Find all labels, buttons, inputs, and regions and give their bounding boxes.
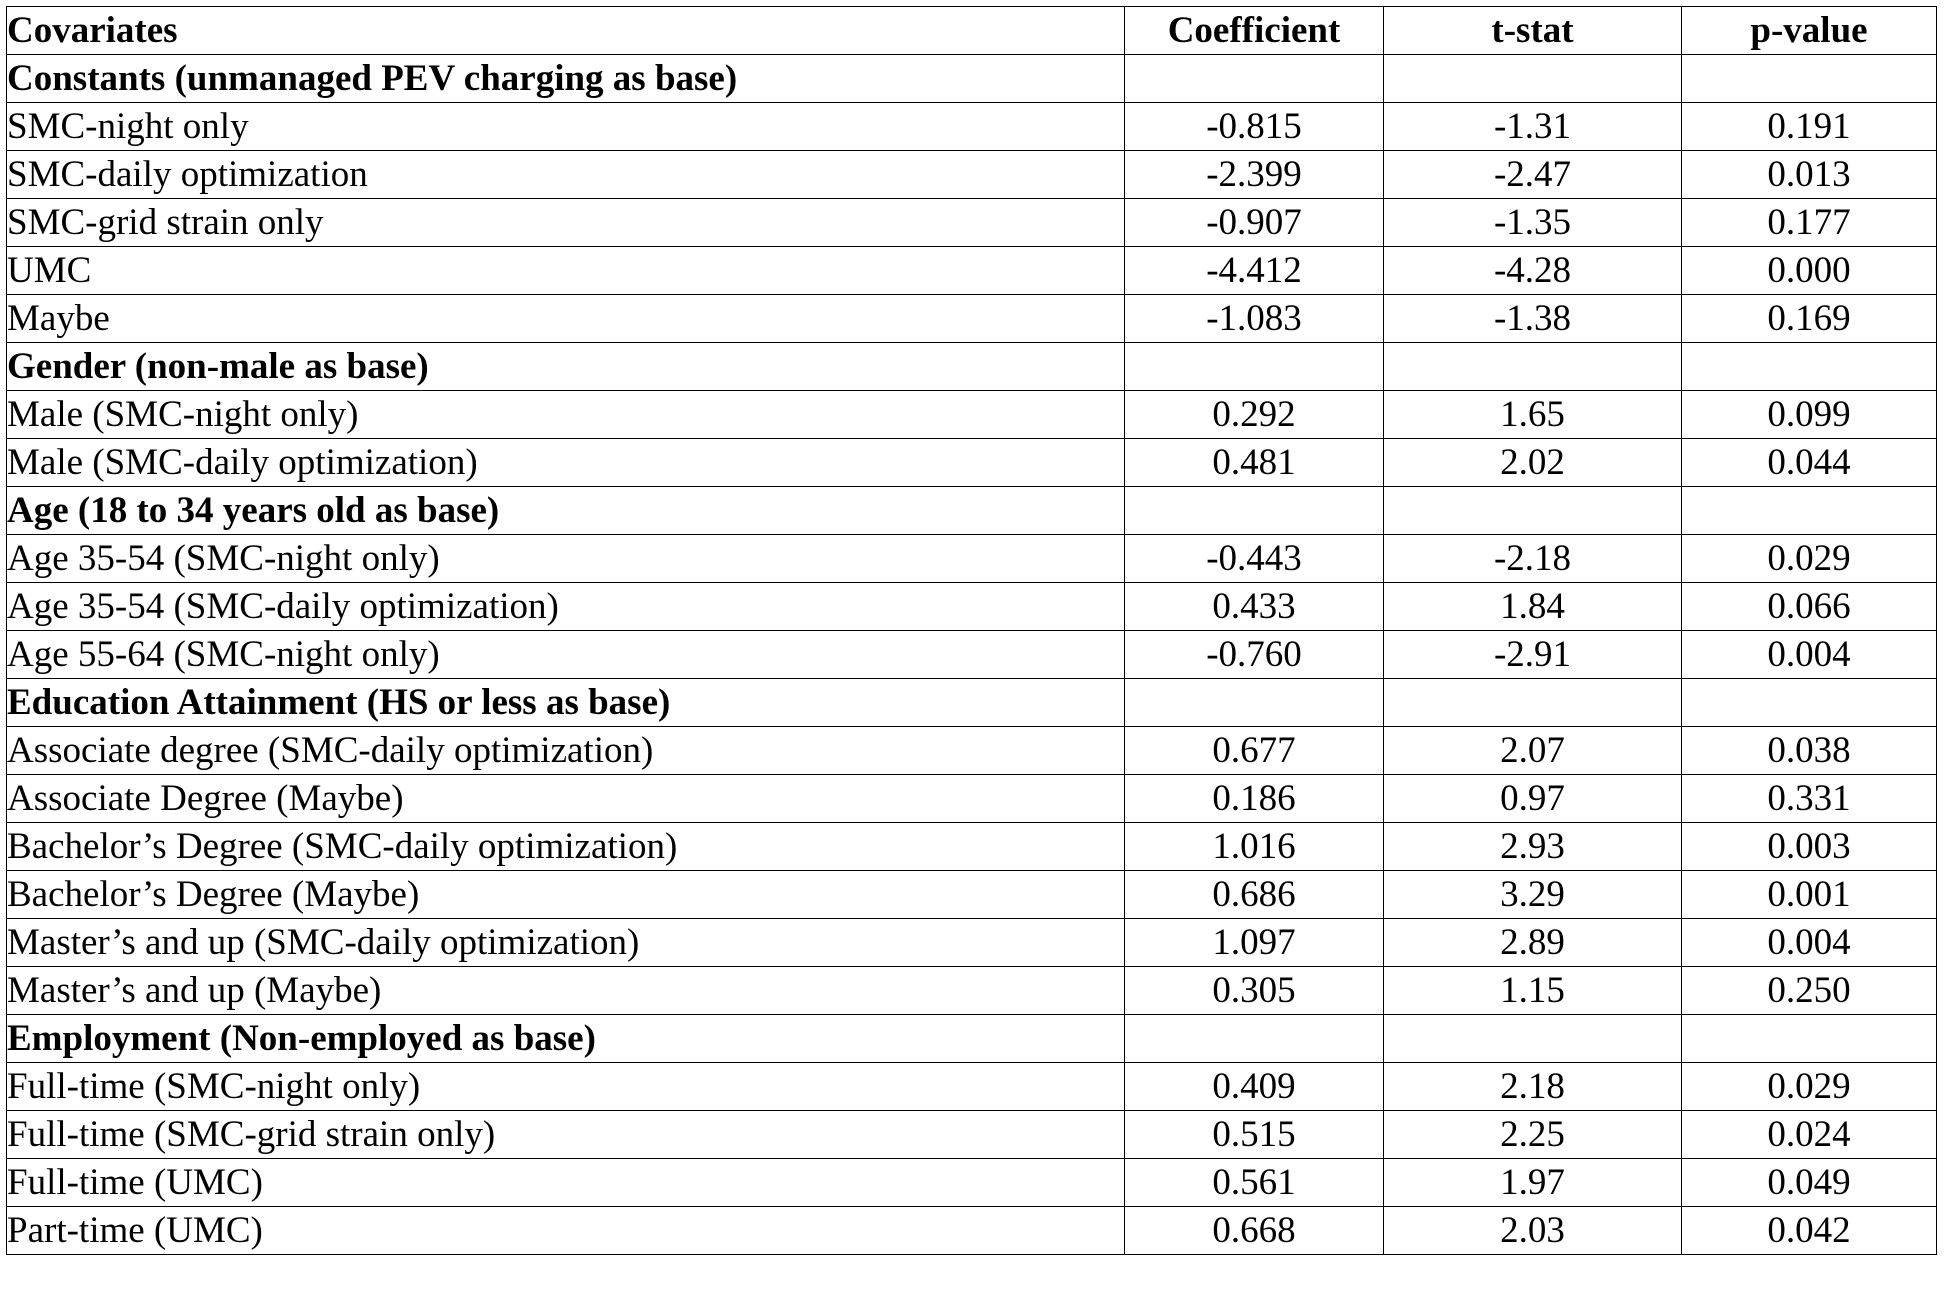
header-row xyxy=(7,7,1937,55)
empty-cell xyxy=(1682,1015,1937,1063)
pvalue-value: 0.029 xyxy=(1682,535,1937,583)
pvalue-value: 0.177 xyxy=(1682,199,1937,247)
covariate-label: Part-time (UMC) xyxy=(7,1207,1125,1255)
coefficient-value: 0.292 xyxy=(1125,391,1384,439)
coefficient-value: 0.668 xyxy=(1125,1207,1384,1255)
table-row xyxy=(7,919,1937,967)
coefficient-value: 0.305 xyxy=(1125,967,1384,1015)
pvalue-value: 0.013 xyxy=(1682,151,1937,199)
covariate-label: Male (SMC-night only) xyxy=(7,391,1125,439)
tstat-value: -2.18 xyxy=(1384,535,1682,583)
pvalue-value: 0.004 xyxy=(1682,631,1937,679)
pvalue-value: 0.169 xyxy=(1682,295,1937,343)
tstat-value: 1.15 xyxy=(1384,967,1682,1015)
coefficient-value: -1.083 xyxy=(1125,295,1384,343)
tstat-value: 1.97 xyxy=(1384,1159,1682,1207)
coefficient-value: 0.409 xyxy=(1125,1063,1384,1111)
tstat-value: 1.65 xyxy=(1384,391,1682,439)
pvalue-value: 0.049 xyxy=(1682,1159,1937,1207)
covariate-label: Bachelor’s Degree (Maybe) xyxy=(7,871,1125,919)
tstat-value: -2.47 xyxy=(1384,151,1682,199)
group-row xyxy=(7,679,1937,727)
tstat-value: -4.28 xyxy=(1384,247,1682,295)
tstat-value: 2.93 xyxy=(1384,823,1682,871)
covariate-label: Full-time (SMC-night only) xyxy=(7,1063,1125,1111)
table-row xyxy=(7,727,1937,775)
coefficient-value: 0.433 xyxy=(1125,583,1384,631)
pvalue-value: 0.099 xyxy=(1682,391,1937,439)
group-row xyxy=(7,55,1937,103)
covariate-label: Age 35-54 (SMC-daily optimization) xyxy=(7,583,1125,631)
coefficient-value: 0.515 xyxy=(1125,1111,1384,1159)
table-row xyxy=(7,391,1937,439)
covariate-label: Associate Degree (Maybe) xyxy=(7,775,1125,823)
table-row xyxy=(7,1111,1937,1159)
empty-cell xyxy=(1384,343,1682,391)
pvalue-value: 0.003 xyxy=(1682,823,1937,871)
group-row xyxy=(7,487,1937,535)
empty-cell xyxy=(1125,55,1384,103)
pvalue-value: 0.331 xyxy=(1682,775,1937,823)
table-row xyxy=(7,247,1937,295)
tstat-value: 2.02 xyxy=(1384,439,1682,487)
tstat-value: -1.35 xyxy=(1384,199,1682,247)
coefficient-value: 0.677 xyxy=(1125,727,1384,775)
pvalue-header: p-value xyxy=(1682,7,1937,55)
empty-cell xyxy=(1384,487,1682,535)
table-row xyxy=(7,1159,1937,1207)
coefficient-value: -0.907 xyxy=(1125,199,1384,247)
empty-cell xyxy=(1682,55,1937,103)
empty-cell xyxy=(1125,1015,1384,1063)
table-row xyxy=(7,1207,1937,1255)
table-row xyxy=(7,1063,1937,1111)
tstat-value: 2.07 xyxy=(1384,727,1682,775)
table-row xyxy=(7,631,1937,679)
group-label: Employment (Non-employed as base) xyxy=(7,1015,1125,1063)
table-row xyxy=(7,775,1937,823)
table-row xyxy=(7,295,1937,343)
group-label: Age (18 to 34 years old as base) xyxy=(7,487,1125,535)
covariate-label: Male (SMC-daily optimization) xyxy=(7,439,1125,487)
covariates-header: Covariates xyxy=(7,7,1125,55)
covariate-label: Maybe xyxy=(7,295,1125,343)
pvalue-value: 0.038 xyxy=(1682,727,1937,775)
table-row xyxy=(7,439,1937,487)
empty-cell xyxy=(1682,679,1937,727)
covariate-label: Bachelor’s Degree (SMC-daily optimization) xyxy=(7,823,1125,871)
table-row xyxy=(7,967,1937,1015)
group-label: Constants (unmanaged PEV charging as base) xyxy=(7,55,1125,103)
coefficient-value: 0.481 xyxy=(1125,439,1384,487)
group-row xyxy=(7,343,1937,391)
pvalue-value: 0.000 xyxy=(1682,247,1937,295)
table-row xyxy=(7,871,1937,919)
table-row xyxy=(7,583,1937,631)
tstat-value: 0.97 xyxy=(1384,775,1682,823)
empty-cell xyxy=(1125,679,1384,727)
tstat-value: -1.38 xyxy=(1384,295,1682,343)
coefficient-value: 0.561 xyxy=(1125,1159,1384,1207)
coefficient-value: -0.815 xyxy=(1125,103,1384,151)
covariate-label: Age 35-54 (SMC-night only) xyxy=(7,535,1125,583)
tstat-value: -1.31 xyxy=(1384,103,1682,151)
pvalue-value: 0.042 xyxy=(1682,1207,1937,1255)
table-body xyxy=(7,55,1937,1255)
coefficient-value: 1.016 xyxy=(1125,823,1384,871)
covariate-label: SMC-daily optimization xyxy=(7,151,1125,199)
group-row xyxy=(7,1015,1937,1063)
regression-results-table xyxy=(6,6,1937,1255)
tstat-value: 2.18 xyxy=(1384,1063,1682,1111)
pvalue-value: 0.001 xyxy=(1682,871,1937,919)
covariate-label: Full-time (SMC-grid strain only) xyxy=(7,1111,1125,1159)
coefficient-value: 1.097 xyxy=(1125,919,1384,967)
covariate-label: SMC-grid strain only xyxy=(7,199,1125,247)
pvalue-value: 0.191 xyxy=(1682,103,1937,151)
coefficient-value: 0.186 xyxy=(1125,775,1384,823)
table-row xyxy=(7,103,1937,151)
covariate-label: Full-time (UMC) xyxy=(7,1159,1125,1207)
table-row xyxy=(7,151,1937,199)
empty-cell xyxy=(1384,1015,1682,1063)
empty-cell xyxy=(1125,487,1384,535)
empty-cell xyxy=(1682,343,1937,391)
empty-cell xyxy=(1125,343,1384,391)
tstat-header: t-stat xyxy=(1384,7,1682,55)
table-row xyxy=(7,199,1937,247)
covariate-label: UMC xyxy=(7,247,1125,295)
covariate-label: Master’s and up (Maybe) xyxy=(7,967,1125,1015)
tstat-value: -2.91 xyxy=(1384,631,1682,679)
pvalue-value: 0.024 xyxy=(1682,1111,1937,1159)
pvalue-value: 0.044 xyxy=(1682,439,1937,487)
pvalue-value: 0.029 xyxy=(1682,1063,1937,1111)
group-label: Gender (non-male as base) xyxy=(7,343,1125,391)
tstat-value: 3.29 xyxy=(1384,871,1682,919)
empty-cell xyxy=(1384,55,1682,103)
covariate-label: Age 55-64 (SMC-night only) xyxy=(7,631,1125,679)
covariate-label: Master’s and up (SMC-daily optimization) xyxy=(7,919,1125,967)
pvalue-value: 0.004 xyxy=(1682,919,1937,967)
tstat-value: 2.03 xyxy=(1384,1207,1682,1255)
table-row xyxy=(7,535,1937,583)
group-label: Education Attainment (HS or less as base) xyxy=(7,679,1125,727)
tstat-value: 1.84 xyxy=(1384,583,1682,631)
coefficient-value: -0.443 xyxy=(1125,535,1384,583)
coefficient-value: -0.760 xyxy=(1125,631,1384,679)
coefficient-header: Coefficient xyxy=(1125,7,1384,55)
coefficient-value: 0.686 xyxy=(1125,871,1384,919)
pvalue-value: 0.066 xyxy=(1682,583,1937,631)
coefficient-value: -4.412 xyxy=(1125,247,1384,295)
empty-cell xyxy=(1384,679,1682,727)
pvalue-value: 0.250 xyxy=(1682,967,1937,1015)
table-row xyxy=(7,823,1937,871)
tstat-value: 2.25 xyxy=(1384,1111,1682,1159)
empty-cell xyxy=(1682,487,1937,535)
covariate-label: SMC-night only xyxy=(7,103,1125,151)
covariate-label: Associate degree (SMC-daily optimization) xyxy=(7,727,1125,775)
tstat-value: 2.89 xyxy=(1384,919,1682,967)
coefficient-value: -2.399 xyxy=(1125,151,1384,199)
